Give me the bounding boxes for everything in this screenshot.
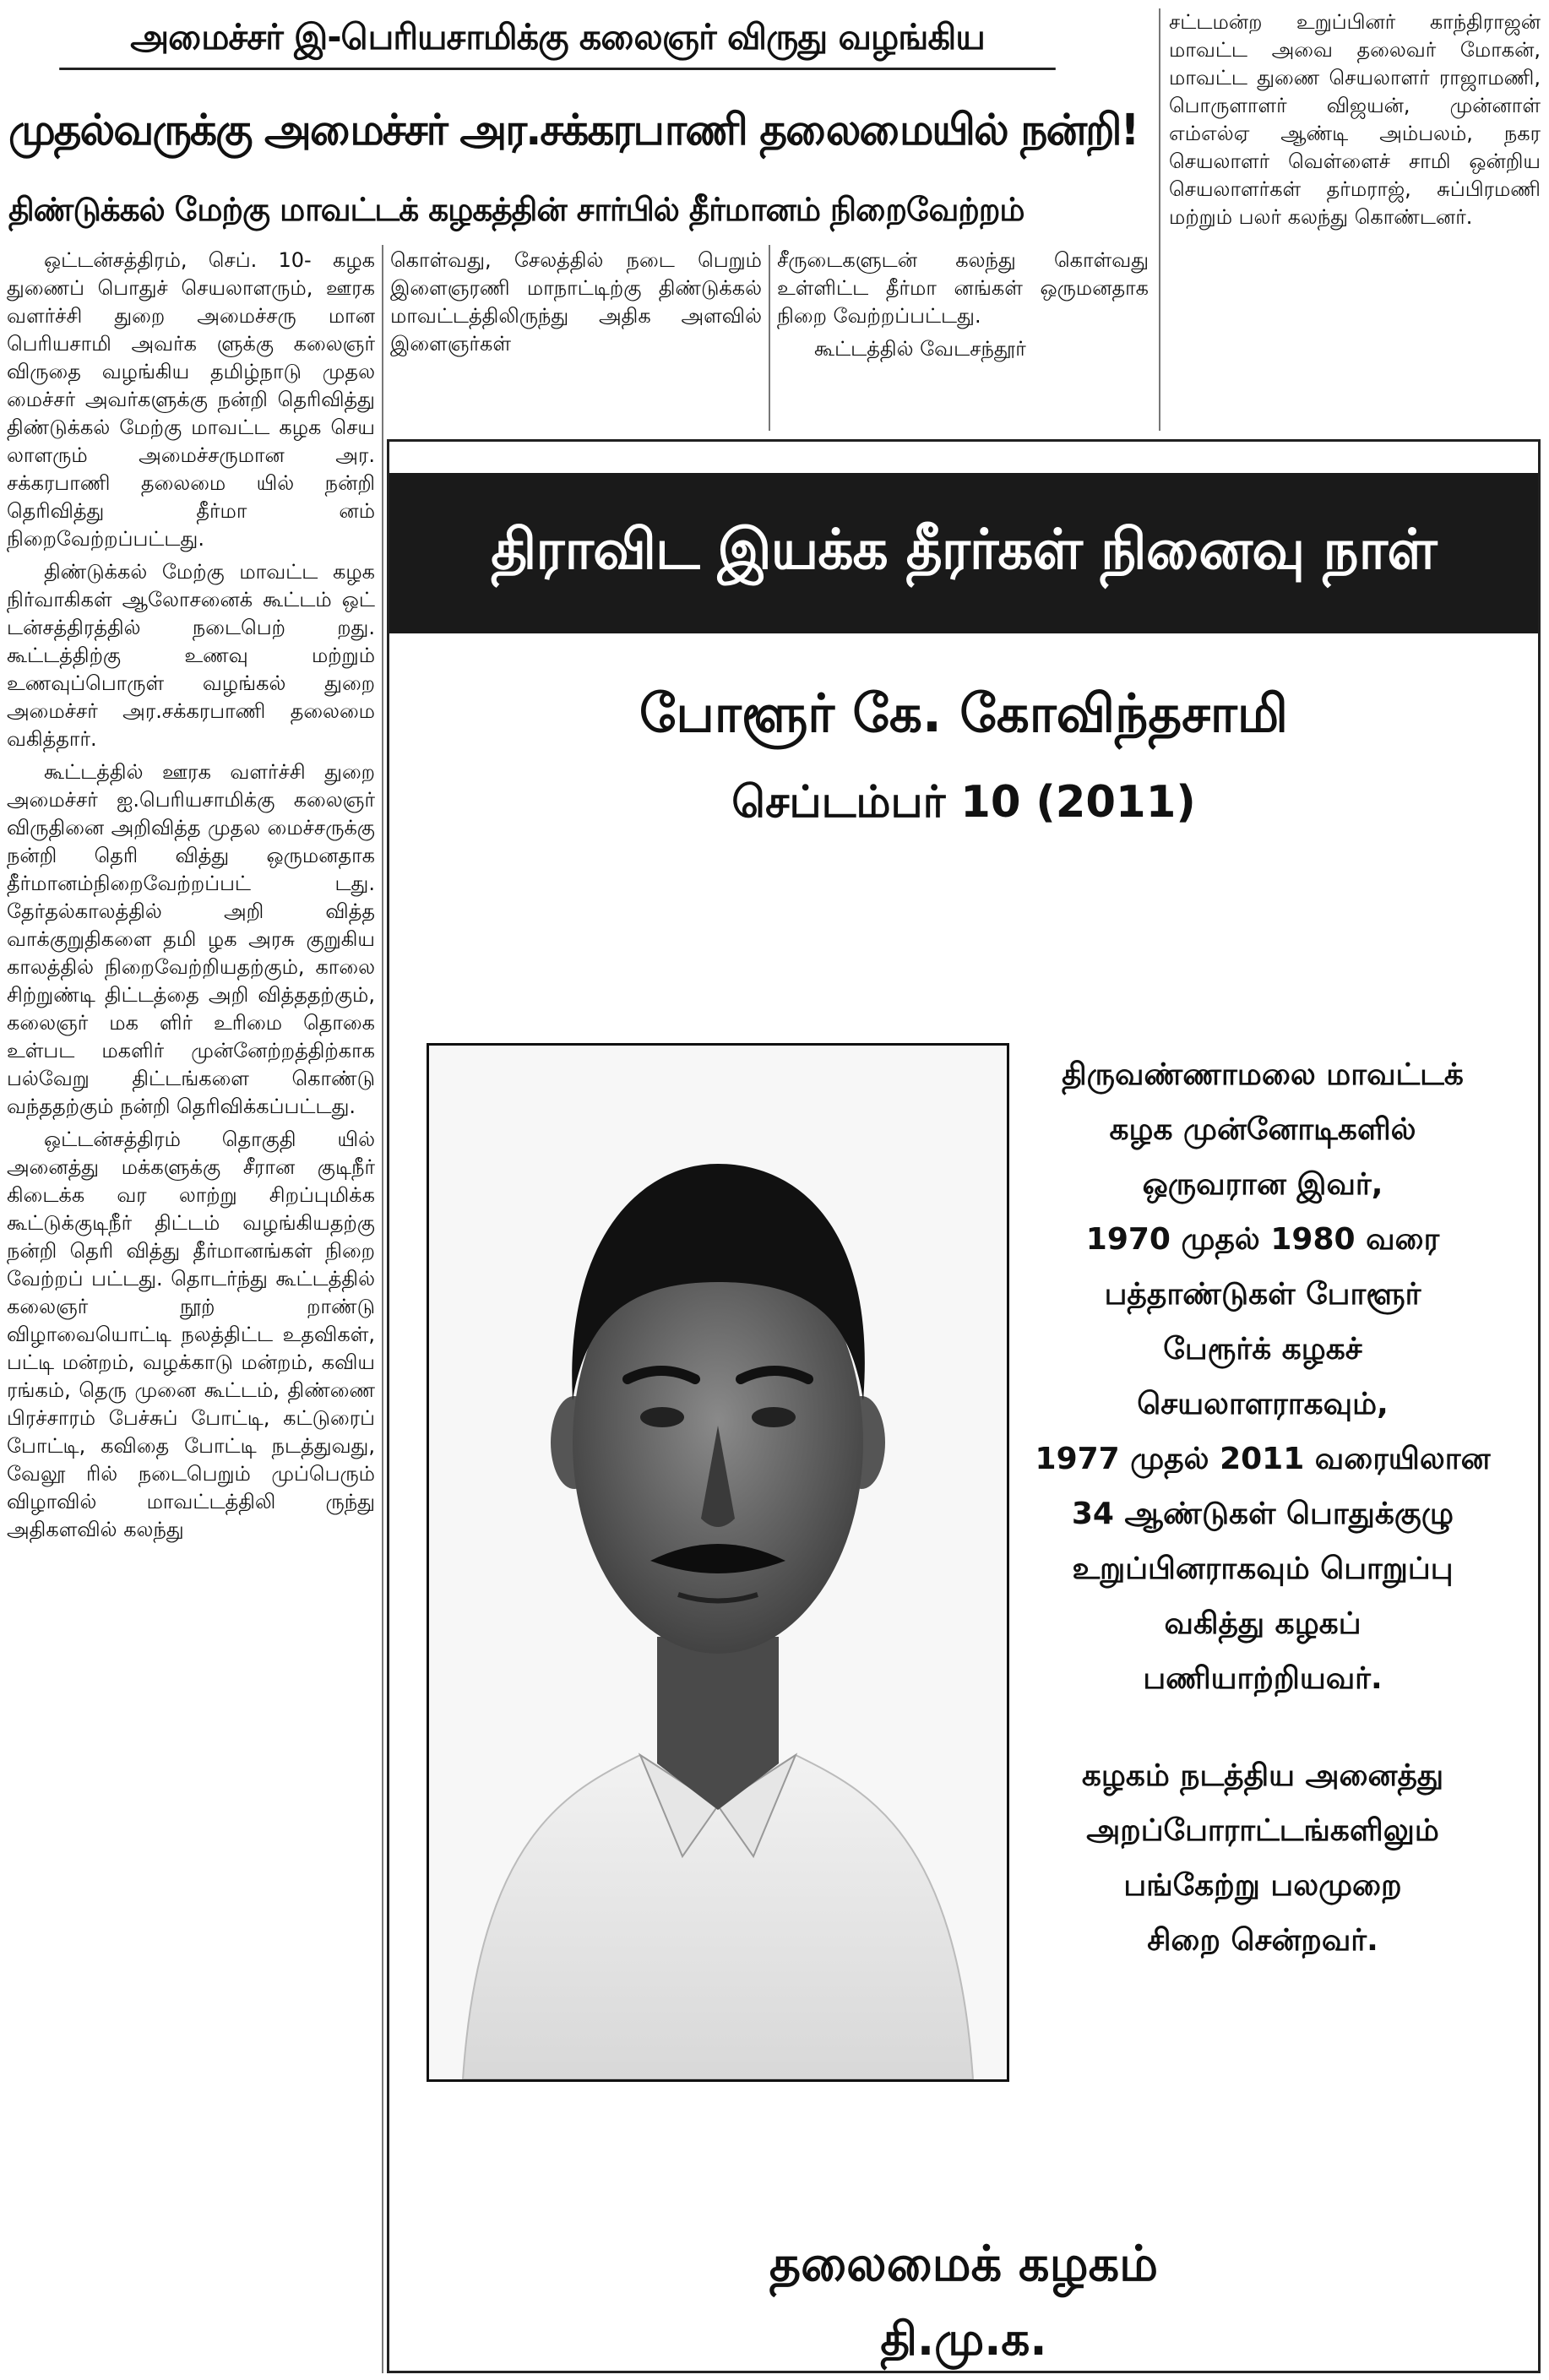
column-divider <box>382 245 383 2373</box>
bio-line: ஒருவரான இவர், <box>1142 1167 1383 1202</box>
bio-line: 1977 முதல் 2011 வரையிலான <box>1035 1442 1491 1476</box>
article-paragraph: கூட்டத்தில் வேடசந்தூர் <box>814 337 1026 361</box>
bio-line: கழக முன்னோடிகளில் <box>1109 1112 1416 1147</box>
memorial-footer-party: தி.மு.க. <box>880 2312 1047 2366</box>
bio-spacer <box>1014 1706 1512 1748</box>
article-column-2 <box>390 247 762 424</box>
bio-line: உறுப்பினராகவும் பொறுப்பு <box>1072 1551 1454 1586</box>
bio-line: கழகம் நடத்திய அனைத்து <box>1081 1758 1444 1793</box>
article-paragraph: திண்டுக்கல் மேற்கு மாவட்ட கழக நிர்வாகிகள் ஆலோசனைக் கூட்டம் ஒட் டன்சத்திரத்தில் நடைபெற் றது. கூட்டத்திற்கு உணவு மற்றும் உணவுப்பொருள் வழங்கல் துறை அமைச்சர் அர.சக்கரபாணி தலைமை வகித்தார். <box>7 560 375 751</box>
bio-line: 1970 முதல் 1980 வரை <box>1085 1222 1440 1257</box>
article-paragraph: கூட்டத்தில் ஊரக வளர்ச்சி துறை அமைச்சர் ஐ.பெரியசாமிக்கு கலைஞர் விருதினை அறிவித்த முதல மைச்சருக்கு நன்றி தெரி வித்து ஒருமனதாக தீர்மானம்நிறைவேற்றப்பட் டது. தேர்தல்காலத்தில் அறி வித்த வாக்குறுதிகளை தமி ழக அரசு குறுகிய காலத்தில் நிறைவேற்றியதற்கும், காலை சிற்றுண்டி திட்டத்தை அறி வித்ததற்கும், கலைஞர் மக ளிர் உரிமை தொகை உள்பட மகளிர் முன்னேற்றத்திற்காக பல்வேறு திட்டங்களை கொண்டு வந்ததற்கும் நன்றி தெரிவிக்கப்பட்டது. <box>7 760 375 1118</box>
article-column-3 <box>777 247 1149 424</box>
portrait-photo <box>427 1043 1009 2082</box>
bio-line: பத்தாண்டுகள் போளூர் <box>1104 1277 1421 1312</box>
bio-line: பணியாற்றியவர். <box>1143 1661 1383 1696</box>
article-column-4 <box>1169 8 1541 431</box>
memorial-date: செப்டம்பர் 10 (2011) <box>731 777 1196 828</box>
article-paragraph: சீருடைகளுடன் கலந்து கொள்வது உள்ளிட்ட தீர்மா னங்கள் ஒருமனதாக நிறை வேற்றப்பட்டது. <box>777 248 1149 328</box>
bio-line: திருவண்ணாமலை மாவட்டக் <box>1062 1057 1464 1092</box>
portrait-image <box>429 1046 1007 2079</box>
bio-line: சிறை சென்றவர். <box>1147 1923 1378 1958</box>
bio-line: பேரூர்க் கழகச் <box>1163 1332 1362 1367</box>
article-column-1 <box>7 247 375 2375</box>
column-divider <box>1159 8 1160 431</box>
article-paragraph: கொள்வது, சேலத்தில் நடை பெறும் இளைஞரணி மாநாட்டிற்கு திண்டுக்கல் மாவட்டத்திலிருந்து அதிக அளவில் இளைஞர்கள் <box>390 248 762 356</box>
memorial-name: போளூர் கே. கோவிந்தசாமி <box>639 682 1288 744</box>
article-paragraph: ஒட்டன்சத்திரம், செப். 10- கழக துணைப் பொதுச் செயலாளரும், ஊரக வளர்ச்சி துறை அமைச்சரு மான பெரியசாமி அவர்க ளுக்கு கலைஞர் விருதை வழங்கிய தமிழ்நாடு முதல மைச்சர் அவர்களுக்கு நன்றி தெரிவித்து திண்டுக்கல் மேற்கு மாவட்ட கழக செய லாளரும் அமைச்சருமான அர. சக்கரபாணி தலைமை யில் நன்றி தெரிவித்து தீர்மா னம் நிறைவேற்றப்பட்டது. <box>7 248 375 551</box>
article-paragraph: ஒட்டன்சத்திரம் தொகுதி யில் அனைத்து மக்களுக்கு சீரான குடிநீர் கிடைக்க வர லாற்று சிறப்புமிக்க கூட்டுக்குடிநீர் திட்டம் வழங்கியதற்கு நன்றி தெரி வித்து தீர்மானங்கள் நிறை வேற்றப் பட்டது. தொடர்ந்து கூட்டத்தில் கலைஞர் நூற் றாண்டு விழாவையொட்டி நலத்திட்ட உதவிகள், பட்டி மன்றம், வழக்காடு மன்றம், கவிய ரங்கம், தெரு முனை கூட்டம், திண்ணை பிரச்சாரம் பேச்சுப் போட்டி, கட்டுரைப் போட்டி, கவிதை போட்டி நடத்துவது, வேலூ ரில் நடைபெறும் முப்பெரும் விழாவில் மாவட்டத்திலி ருந்து அதிகளவில் கலந்து <box>7 1128 375 1541</box>
bio-line: 34 ஆண்டுகள் பொதுக்குழு <box>1071 1497 1454 1531</box>
article-headline: முதல்வருக்கு அமைச்சர் அர.சக்கரபாணி தலைமையில் நன்றி! <box>8 106 1139 155</box>
memorial-title-bar <box>389 473 1538 633</box>
memorial-bio <box>1014 1047 1512 1968</box>
bio-line: செயலாளராகவும், <box>1137 1387 1389 1421</box>
memorial-title: திராவிட இயக்க தீரர்கள் நினைவு நாள் <box>491 517 1437 582</box>
article-subhead: திண்டுக்கல் மேற்கு மாவட்டக் கழகத்தின் சார்பில் தீர்மானம் நிறைவேற்றம் <box>8 191 1025 228</box>
article-paragraph: சட்டமன்ற உறுப்பினர் காந்திராஜன் மாவட்ட அவை தலைவர் மோகன், மாவட்ட துணை செயலாளர் ராஜாமணி, பொருளாளர் விஜயன், முன்னாள் எம்எல்ஏ ஆண்டி அம்பலம், நகர செயலாளர் வெள்ளைச் சாமி ஒன்றிய செயலாளர்கள் தர்மராஜ், சுப்பிரமணி மற்றும் பலர் கலந்து கொண்டனர். <box>1169 10 1541 229</box>
bio-line: அறப்போராட்டங்களிலும் <box>1086 1813 1439 1848</box>
article-kicker: அமைச்சர் இ-பெரியசாமிக்கு கலைஞர் விருது வழங்கிய <box>59 7 1056 70</box>
bio-line: பங்கேற்று பலமுறை <box>1123 1868 1402 1903</box>
memorial-footer-org: தலைமைக் கழகம் <box>769 2235 1159 2292</box>
bio-line: வகித்து கழகப் <box>1164 1606 1361 1641</box>
column-divider <box>769 245 770 431</box>
